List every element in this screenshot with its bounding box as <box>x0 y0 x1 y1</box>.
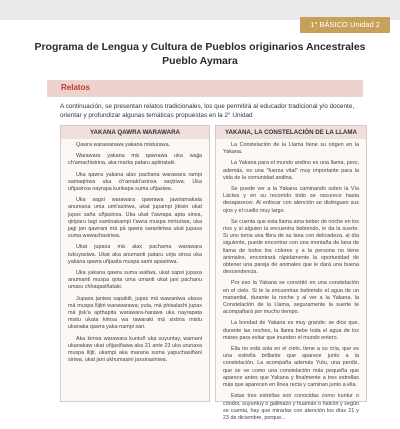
program-title: Programa de Lengua y Cultura de Pueblos originarios Ancestrales <box>34 41 366 53</box>
program-subtitle: Pueblo Aymara <box>162 55 238 67</box>
spanish-story-body <box>216 139 366 429</box>
grade-unit-badge: 1° BÁSICO Unidad 2 <box>300 17 390 33</box>
story-paragraph: Estas tres estrellas son conocidas como kuntur o cóndor, suyuntuy o gallinazo y huamán o halcón y según se cuenta, hay que mirarlas con atención los días 21 y 23 de diciembre, porque... <box>223 393 359 421</box>
story-paragraph: La Constelación de la Llama tiene su origen en la Yakana. <box>223 142 359 156</box>
section-title: Relatos <box>61 83 90 92</box>
aymara-story-body <box>61 139 209 371</box>
intro-text: A continuación, se presentan relatos tradicionales, los que permitirá al educador tradicional y/o docente, orientar y profundizar algunas temáticas propuestas en la 2° Unidad <box>60 103 355 119</box>
story-paragraph: Uka qawra yakana alax pachana warawara rampi samaqiriwa uka ch'amakt'asinxa sarjiriwa. Uka uñjasinxa nayrapa kunkapa suma uñjasiwa. <box>68 171 202 193</box>
aymara-story-card <box>60 125 210 402</box>
story-paragraph: Se cuenta que esta llama ama beber de noche en los ríos y si alguien la encuentra bebiendo, le da la suerte. Si uno toma una fibra de su lana con delicadeza, al día siguiente, puede encontrar con una montaña de lana de llama de todos los colores y a la persona no tiene animales, encontrará rápidamente la oportunidad de obtener una pareja de animales que le dará una buena descendencia. <box>223 218 359 276</box>
story-paragraph: Ella no está sola en el cielo, tiene a su cría, que es una estrella brillante que aparece junto a la constelación. La acompaña además Yutu, una perdiz, que se ve como una constelación más pequeña que aparece antes que Yakana y finalmente a tres estrellas más que aparecen en línea recta y caminan junto a ella. <box>223 346 359 389</box>
spanish-story-card <box>215 125 367 421</box>
story-paragraph: Warawara yakana mä qawrawa uka wajja ch'amachisirina, aka marka pataru aptiriataki. <box>68 153 202 167</box>
story-paragraph: Qawra warawarawa yakana misturawa. <box>76 142 171 148</box>
story-paragraph: Jupaxa janiwa sapakiti, jupax mä wawaniwa ukaxa mä muspa llijtiri warawarawa; yuta, mä phisalachi jupax mä jisk'a apthapita warawara-harawa uka nayrapata mistu ukata kimsa wa rawaraki mä sixtina mistu ukanaka qawra yaka-nampi sari. <box>68 295 202 331</box>
story-paragraph: Uka yakana qawra suma wallwa, ukat sapsi jupaxa anumanti muspa qota uma umanti ukat jani pachanu umaru chhaqasiñataki. <box>68 270 202 291</box>
story-paragraph: La bondad de Yakana es muy grande; se dice que, durante las noches, la llama bebe toda el agua de los mares para evitar que inunden el mundo entero. <box>223 320 359 341</box>
story-paragraph: Aka kimsa warawara kuntuñ uka suyuntay, wamani ukanakaw ukat uñjasiñawa aka 21 ante 23 uka urunaxa muspa llijti, ukampi aka marana suma yapuchasiñani siriwa, ukat jani ukhumasini jaxsirasiniwa. <box>68 335 202 364</box>
section-bar <box>47 80 363 97</box>
aymara-story-title: YAKANA QAWRA WARAWARA <box>61 126 209 139</box>
spanish-story-title: YAKANA, LA CONSTELACIÓN DE LA LLAMA <box>216 126 366 139</box>
story-paragraph: Uka sagsi warawara qawrawa jawiramakata anumana uma umt'asiriwa, ukat jupampi jikisin ukat jupax saña uñjasinxa. Uka ukat t'awrapa apta sinxa, qiriparu tagi saminakampi t'awra muspa mirturiwa, uka jagi jan qawrani mä pä qawra sarantiriwa ukat jupaxa suma wawachasiriwa. <box>68 197 202 240</box>
story-paragraph: La Yakana para el mundo andino es una llama, pero, además, es una "fuerza vital" muy importante para la vida de la comunidad andina. <box>223 160 359 181</box>
page-header <box>0 40 400 68</box>
story-paragraph: Se puede ver a la Yakana caminando sobre la Vía Láctea y en su recorrido todo se oscurece hasta desaparecer. Al enfocar con atención se distinguen sus ojos y el cuello muy largo. <box>223 186 359 214</box>
story-paragraph: Ukat jupaxa mä alax pachama warawara tukuyasiwa. Ukat aka anumanti pataru urija sinsa uka yakana qawra uñjasita muspa sami apasiriwa. <box>68 244 202 265</box>
story-paragraph: Por eso la Yakana se convirtió en una constelación en el cielo. Si te la encuentras bebiendo el agua de un manantial, durante la noche y al ver a la Yakana, la Constelación de la Llama, seguramente la suerte te acompañará por mucho tiempo. <box>223 280 359 316</box>
